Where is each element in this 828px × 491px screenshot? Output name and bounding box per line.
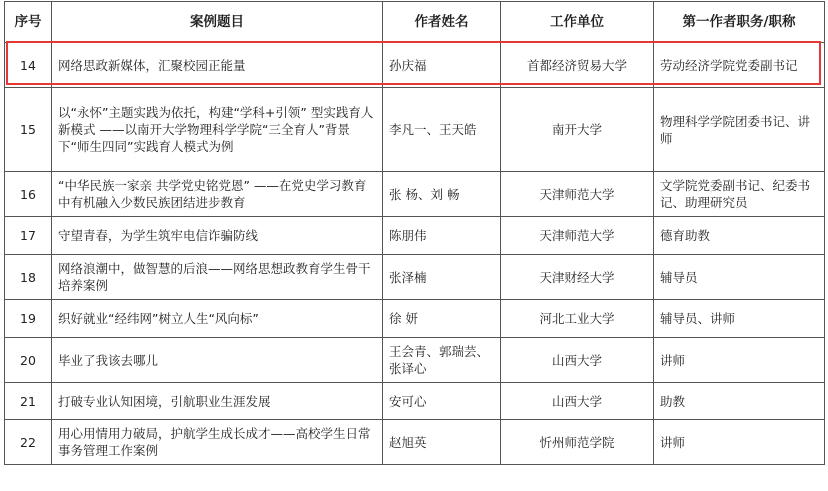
table-row <box>5 338 825 383</box>
table-row <box>5 420 825 465</box>
row-author: 安可心 <box>383 383 501 420</box>
table-row <box>5 88 825 172</box>
table-row <box>5 172 825 217</box>
row-position: 讲师 <box>654 420 825 465</box>
row-title: 网络思政新媒体，汇聚校园正能量 <box>52 43 383 88</box>
row-title: 用心用情用力破局，护航学生成长成才——高校学生日常事务管理工作案例 <box>52 420 383 465</box>
row-position: 辅导员、讲师 <box>654 300 825 338</box>
cases-table <box>4 1 825 465</box>
header-title: 案例题目 <box>52 2 383 43</box>
row-author: 孙庆福 <box>383 43 501 88</box>
row-num: 19 <box>5 300 52 338</box>
header-position: 第一作者职务/职称 <box>654 2 825 43</box>
row-author: 赵旭英 <box>383 420 501 465</box>
table-row <box>5 217 825 255</box>
row-position: 助教 <box>654 383 825 420</box>
row-num: 22 <box>5 420 52 465</box>
row-num: 21 <box>5 383 52 420</box>
header-num: 序号 <box>5 2 52 43</box>
row-author: 张 杨、刘 畅 <box>383 172 501 217</box>
row-author: 李凡一、王天皓 <box>383 88 501 172</box>
row-num: 16 <box>5 172 52 217</box>
row-unit: 天津财经大学 <box>501 255 654 300</box>
row-position: 辅导员 <box>654 255 825 300</box>
table-row <box>5 43 825 88</box>
row-title: 打破专业认知困境，引航职业生涯发展 <box>52 383 383 420</box>
row-position: 文学院党委副书记、纪委书记、助理研究员 <box>654 172 825 217</box>
row-position: 德育助教 <box>654 217 825 255</box>
row-title: 以“永怀”主题实践为依托，构建“学科+引领” 型实践育人新模式 ——以南开大学物理科学学院“三全育人”背景下“师生四同”实践育人模式为例 <box>52 88 383 172</box>
row-unit: 忻州师范学院 <box>501 420 654 465</box>
row-num: 15 <box>5 88 52 172</box>
row-author: 张泽楠 <box>383 255 501 300</box>
row-num: 20 <box>5 338 52 383</box>
row-unit: 天津师范大学 <box>501 217 654 255</box>
row-unit: 山西大学 <box>501 383 654 420</box>
table-row <box>5 300 825 338</box>
row-unit: 南开大学 <box>501 88 654 172</box>
row-position: 物理科学学院团委书记、讲师 <box>654 88 825 172</box>
row-author: 徐 妍 <box>383 300 501 338</box>
header-unit: 工作单位 <box>501 2 654 43</box>
table-row <box>5 383 825 420</box>
row-unit: 河北工业大学 <box>501 300 654 338</box>
row-position: 劳动经济学院党委副书记 <box>654 43 825 88</box>
row-unit: 天津师范大学 <box>501 172 654 217</box>
row-title: 网络浪潮中，做智慧的后浪——网络思想政教育学生骨干培养案例 <box>52 255 383 300</box>
row-title: 织好就业“经纬网”树立人生“风向标” <box>52 300 383 338</box>
row-unit: 山西大学 <box>501 338 654 383</box>
header-row <box>5 2 825 43</box>
row-unit: 首都经济贸易大学 <box>501 43 654 88</box>
table-row <box>5 255 825 300</box>
row-title: “中华民族一家亲 共学党史铭党恩” ——在党史学习教育中有机融入少数民族团结进步教育 <box>52 172 383 217</box>
row-position: 讲师 <box>654 338 825 383</box>
row-num: 18 <box>5 255 52 300</box>
row-title: 毕业了我该去哪儿 <box>52 338 383 383</box>
row-author: 陈朋伟 <box>383 217 501 255</box>
row-title: 守望青春，为学生筑牢电信诈骗防线 <box>52 217 383 255</box>
row-num: 17 <box>5 217 52 255</box>
row-num: 14 <box>5 43 52 88</box>
row-author: 王会青、郭瑞芸、张译心 <box>383 338 501 383</box>
header-author: 作者姓名 <box>383 2 501 43</box>
